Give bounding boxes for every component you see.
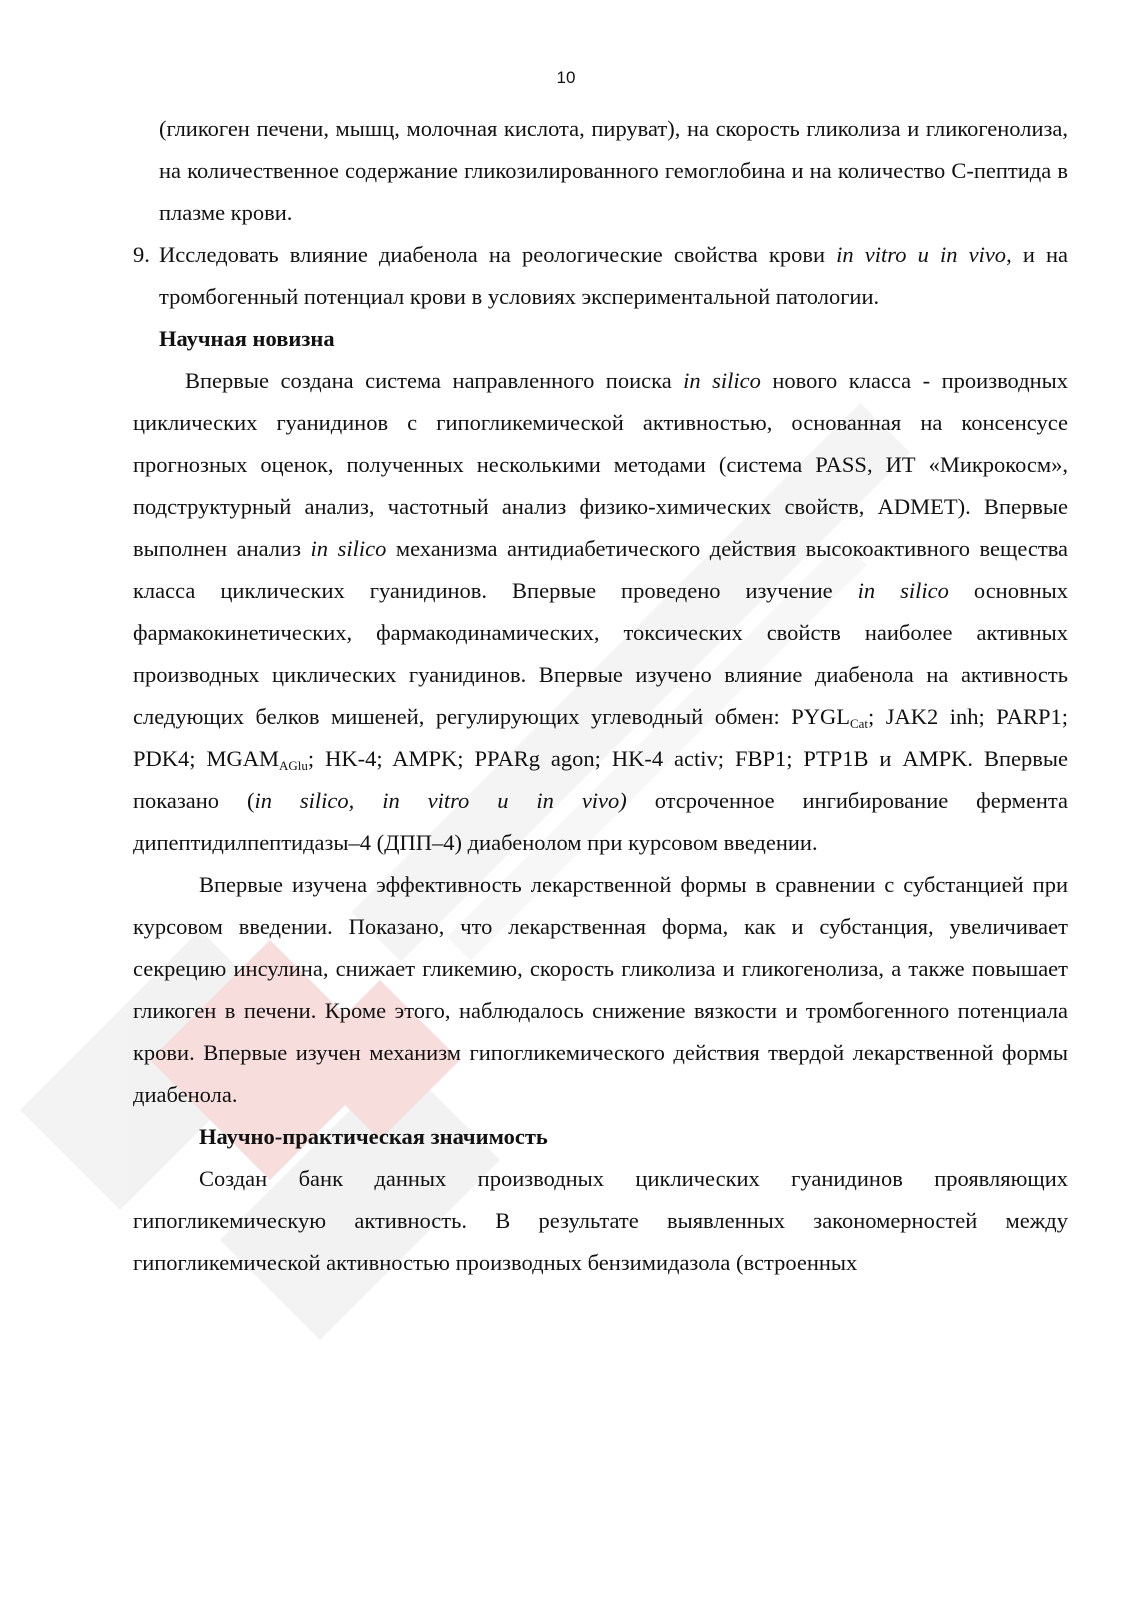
novelty-paragraph [133,360,1068,864]
novelty-italic-4: in silico, in vitro и in vivo) [254,788,627,813]
novelty-italic-1: in silico [683,368,761,393]
practical-paragraph: Создан банк данных производных циклических гуанидинов проявляющих гипогликемическую активность. В результате выявленных закономерностей между гипогликемической активностью производных бензимидазола (встроенных [133,1166,1068,1275]
novelty-italic-2: in silico [310,536,387,561]
list-item-8-continuation: (гликоген печени, мышц, молочная кислота, пируват), на скорость гликолиза и гликогенолиза, на количественное содержание гликозилированного гемоглобина и на количество С-пептида в плазме крови. [159,116,1068,225]
novelty-text-5: ; JAK2 inh; PARP1; PDK4; MGAM [133,704,1068,771]
novelty-italic-3: in silico [857,578,949,603]
novelty-text-3: механизма антидиабетического действия высокоактивного вещества класса циклических гуанидинов. Впервые проведено изучение [133,536,1069,603]
list-item-9-text-a: Исследовать влияние диабенола на реологические свойства крови [159,242,837,267]
document-body [133,108,1068,1284]
novelty-subscript-aglu: AGlu [278,758,308,773]
list-item-9-italic: in vitro и in vivo [836,242,1007,267]
page-number: 10 [556,68,576,87]
novelty-text-7: отсроченное ингибирование фермента дипептидилпептидазы–4 (ДПП–4) диабенолом при курсовом введении. [133,788,1068,855]
novelty-subscript-cat: Cat [849,716,869,731]
list-item-9-text-b: , и на тромбогенный потенциал крови в условиях экспериментальной патологии. [159,242,1069,309]
heading-scientific-novelty: Научная новизна [159,326,335,351]
list-item-9 [133,234,1068,318]
novelty-text-4: основных фармакокинетических, фармакодинамических, токсических свойств наиболее активных производных циклических гуанидинов. Впервые изучено влияние диабенола на активность следующих белков мишеней, регулирующих углеводный обмен: PYGL [133,578,1069,729]
dosage-form-paragraph: Впервые изучена эффективность лекарственной формы в сравнении с субстанцией при курсовом введении. Показано, что лекарственная форма, как и субстанция, увеличивает секрецию инсулина, снижает гликемию, скорость гликолиза и гликогенолиза, а также повышает гликоген в печени. Кроме этого, наблюдалось снижение вязкости и тромбогенного потенциала крови. Впервые изучен механизм гипогликемического действия твердой лекарственной формы диабенола. [133,872,1068,1107]
novelty-text-1: Впервые создана система направленного поиска [185,368,684,393]
list-item-9-number: 9. [133,242,150,267]
novelty-text-6: ; HK-4; AMPK; PPARg agon; HK-4 activ; FBP1; PTP1B и AMPK. Впервые показано ( [133,746,1069,813]
heading-practical-significance: Научно-практическая значимость [199,1124,548,1149]
novelty-text-2: нового класса - производных циклических гуанидинов с гипогликемической активностью, основанная на консенсусе прогнозных оценок, полученных несколькими методами (система PASS, ИТ «Микрокосм», подструктурный анализ, частотный анализ физико-химических свойств, ADMET). Впервые выполнен анализ [133,368,1069,561]
